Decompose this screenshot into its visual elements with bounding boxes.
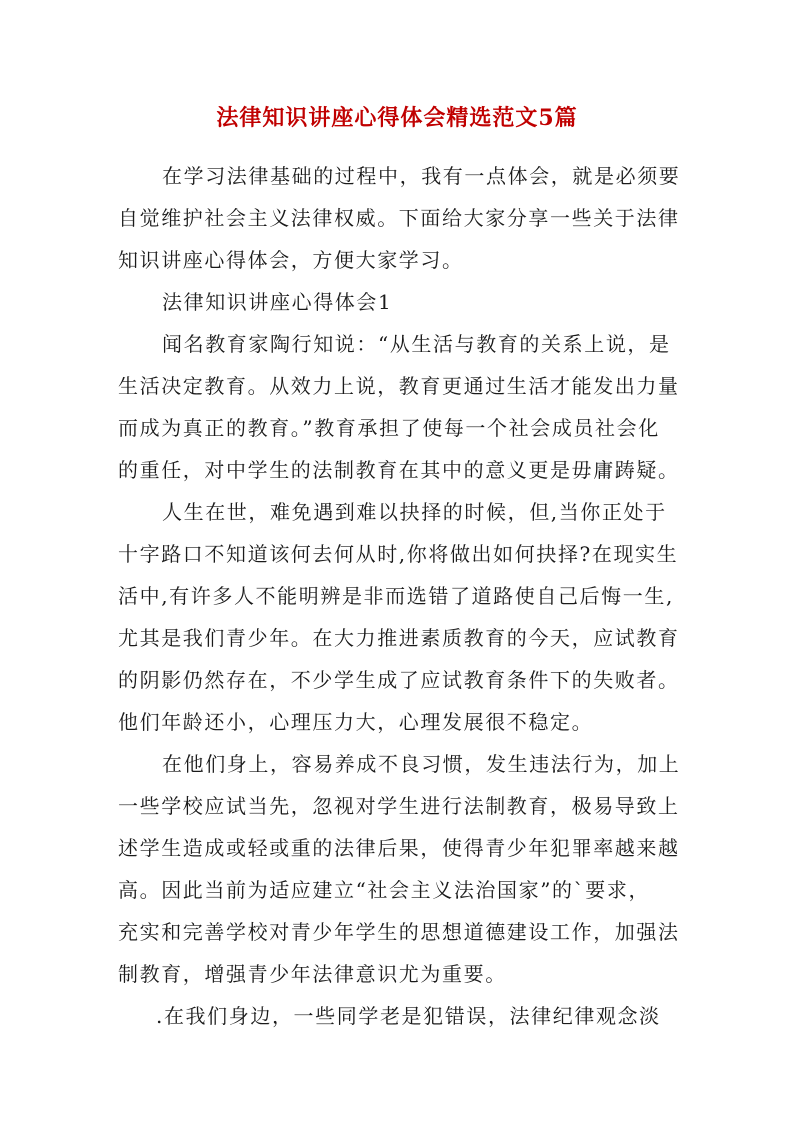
paragraph-line: 述学生造成或轻或重的法律后果，使得青少年犯罪率越来越 [118, 836, 680, 860]
paragraph-line: 他们年龄还小，心理压力大，心理发展很不稳定。 [118, 710, 594, 734]
paragraph-line: 制教育，增强青少年法律意识尤为重要。 [118, 962, 507, 986]
section-heading: 法律知识讲座心得体会1 [162, 290, 393, 314]
paragraph-line: 十字路口不知道该何去何从时,你将做出如何抉择?在现实生 [118, 542, 679, 566]
paragraph-line: 尤其是我们青少年。在大力推进素质教育的今天，应试教育 [118, 626, 680, 650]
paragraph-line: 活中,有许多人不能明辨是非而选错了道路使自己后悔一生, [118, 584, 674, 608]
paragraph-line: 高。因此当前为适应建立“社会主义法治国家”的`要求， [118, 878, 651, 902]
paragraph-line: .在我们身边，一些同学老是犯错误，法律纪律观念淡 [156, 1004, 661, 1028]
paragraph-line: 知识讲座心得体会，方便大家学习。 [118, 248, 464, 272]
paragraph-line: 的重任，对中学生的法制教育在其中的意义更是毋庸踌疑。 [118, 458, 680, 482]
paragraph-line: 自觉维护社会主义法律权威。下面给大家分享一些关于法律 [118, 206, 680, 230]
paragraph-line: 人生在世，难免遇到难以抉择的时候，但,当你正处于 [162, 500, 667, 524]
paragraph-line: 在他们身上，容易养成不良习惯，发生违法行为，加上 [162, 752, 681, 776]
document-title: 法律知识讲座心得体会精选范文5篇 [216, 105, 578, 131]
paragraph-line: 一些学校应试当先，忽视对学生进行法制教育，极易导致上 [118, 794, 680, 818]
paragraph-line: 而成为真正的教育。”教育承担了使每一个社会成员社会化 [118, 416, 660, 440]
paragraph-line: 生活决定教育。从效力上说，教育更通过生活才能发出力量 [118, 374, 680, 398]
paragraph-line: 闻名教育家陶行知说：“从生活与教育的关系上说，是 [162, 332, 671, 356]
paragraph-line: 在学习法律基础的过程中，我有一点体会，就是必须要 [162, 164, 681, 188]
paragraph-line: 充实和完善学校对青少年学生的思想道德建设工作，加强法 [118, 920, 680, 944]
paragraph-line: 的阴影仍然存在，不少学生成了应试教育条件下的失败者。 [118, 668, 680, 692]
